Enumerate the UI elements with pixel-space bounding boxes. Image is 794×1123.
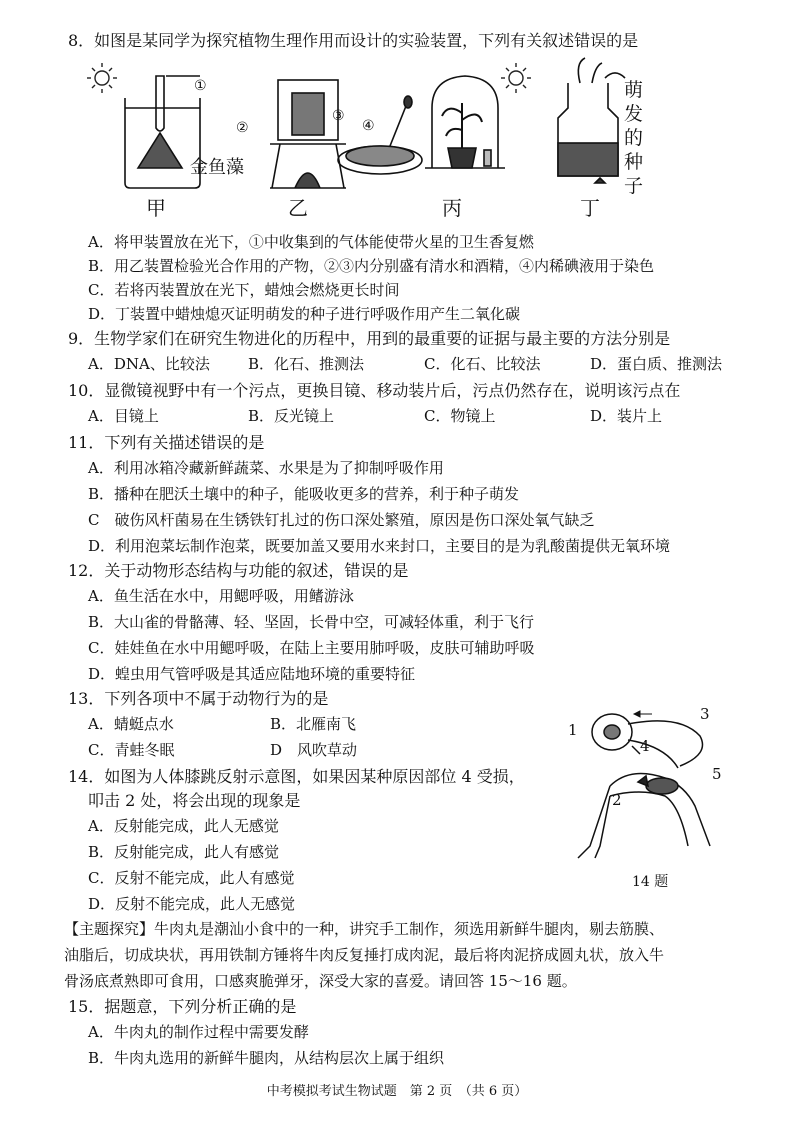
q14-figure-label-5: 5 <box>712 765 722 783</box>
q8-label-seeds <box>624 78 648 198</box>
q14-figure <box>570 706 730 866</box>
q10-option-c: C．物镜上 <box>424 407 496 425</box>
q11-option-a: A．利用冰箱冷藏新鲜蔬菜、水果是为了抑制呼吸作用 <box>88 459 444 477</box>
q13-stem: 13．下列各项中不属于动物行为的是 <box>68 689 329 708</box>
q8-label-jia: 甲 <box>146 196 166 220</box>
q14-figure-label-2: 2 <box>612 791 622 809</box>
q8-stem: 8．如图是某同学为探究植物生理作用而设计的实验装置，下列有关叙述错误的是 <box>68 31 639 50</box>
apparatus-ding <box>558 58 625 183</box>
q15-option-b: B．牛肉丸选用的新鲜牛腿肉，从结构层次上属于组织 <box>88 1049 445 1067</box>
q12-option-b: B．大山雀的骨骼薄、轻、坚固，长骨中空，可减轻体重，利于飞行 <box>88 613 535 631</box>
q8-label-3: ③ <box>332 108 345 124</box>
q10-option-a: A．目镜上 <box>88 407 159 425</box>
theme-line1: 【主题探究】牛肉丸是潮汕小食中的一种，讲究手工制作，须选用新鲜牛腿肉，剔去筋膜、 <box>64 920 665 938</box>
q14-figure-caption: 14 题 <box>632 874 669 890</box>
q8-label-goldfish-weed: 金鱼藻 <box>190 157 244 178</box>
q9-option-b: B．化石、推测法 <box>248 355 365 373</box>
page-footer: 中考模拟考试生物试题 第 2 页 （共 6 页） <box>266 1084 528 1099</box>
q14-option-c: C．反射不能完成，此人有感觉 <box>88 869 295 887</box>
seeds-char: 发 <box>624 103 644 125</box>
q8-label-2: ② <box>236 120 249 136</box>
apparatus-yi <box>270 80 346 188</box>
q8-option-a: A．将甲装置放在光下，①中收集到的气体能使带火星的卫生香复燃 <box>88 233 534 251</box>
q14-figure-label-1: 1 <box>568 721 578 739</box>
q12-option-d: D．蝗虫用气管呼吸是其适应陆地环境的重要特征 <box>88 665 416 683</box>
q12-option-c: C．娃娃鱼在水中用鳃呼吸，在陆上主要用肺呼吸，皮肤可辅助呼吸 <box>88 639 535 657</box>
q10-stem: 10．显微镜视野中有一个污点，更换目镜、移动装片后，污点仍然存在，说明该污点在 <box>68 381 681 400</box>
q9-option-c: C．化石、比较法 <box>424 355 541 373</box>
apparatus-bing-dish <box>338 96 422 174</box>
q8-label-4: ④ <box>362 118 375 134</box>
seeds-char: 的 <box>624 127 644 149</box>
q14-option-a: A．反射能完成，此人无感觉 <box>88 817 279 835</box>
q13-option-b: B．北雁南飞 <box>270 715 357 733</box>
q8-option-b: B．用乙装置检验光合作用的产物，②③内分别盛有清水和酒精，④内稀碘液用于染色 <box>88 257 655 275</box>
q14-stem-line1: 14．如图为人体膝跳反射示意图，如果因某种原因部位 4 受损， <box>68 767 525 786</box>
q11-stem: 11．下列有关描述错误的是 <box>68 433 265 452</box>
q15-option-a: A．牛肉丸的制作过程中需要发酵 <box>88 1023 309 1041</box>
apparatus-jia <box>125 76 200 188</box>
q9-option-d: D．蛋白质、推测法 <box>590 355 723 373</box>
q11-option-b: B．播种在肥沃土壤中的种子，能吸收更多的营养，利于种子萌发 <box>88 485 520 503</box>
q12-option-a: A．鱼生活在水中，用鳃呼吸，用鳍游泳 <box>88 587 354 605</box>
q11-option-c: C 破伤风杆菌易在生锈铁钉扎过的伤口深处繁殖，原因是伤口深处氧气缺乏 <box>88 511 595 529</box>
q9-option-a: A．DNA、比较法 <box>88 355 210 373</box>
seeds-char: 萌 <box>624 79 644 101</box>
q8-label-bing: 丙 <box>442 196 462 220</box>
q14-stem-line2: 叩击 2 处，将会出现的现象是 <box>88 791 301 810</box>
theme-line2: 油脂后，切成块状，再用铁制方锤将牛肉反复捶打成肉泥，最后将肉泥挤成圆丸状，放入牛 <box>64 946 665 964</box>
q9-stem: 9．生物学家们在研究生物进化的历程中，用到的最重要的证据与最主要的方法分别是 <box>68 329 671 348</box>
q8-figure <box>80 58 780 218</box>
q13-option-d: D 风吹草动 <box>270 741 358 759</box>
sun-icon-right <box>501 63 531 93</box>
theme-line3: 骨汤底煮熟即可食用，口感爽脆弹牙，深受大家的喜爱。请回答 15～16 题。 <box>64 972 577 990</box>
q8-label-yi: 乙 <box>288 196 308 220</box>
q14-figure-label-4: 4 <box>640 737 650 755</box>
q14-figure-label-3: 3 <box>700 705 710 723</box>
q14-option-b: B．反射能完成，此人有感觉 <box>88 843 280 861</box>
q8-label-ding: 丁 <box>580 196 600 220</box>
q8-option-d: D．丁装置中蜡烛熄灭证明萌发的种子进行呼吸作用产生二氧化碳 <box>88 305 521 323</box>
sun-icon-left <box>87 63 117 93</box>
q14-option-d: D．反射不能完成，此人无感觉 <box>88 895 296 913</box>
q10-option-d: D．装片上 <box>590 407 663 425</box>
q12-stem: 12．关于动物形态结构与功能的叙述，错误的是 <box>68 561 409 580</box>
q13-option-a: A．蜻蜓点水 <box>88 715 174 733</box>
apparatus-bing-jar <box>425 76 505 168</box>
q11-option-d: D．利用泡菜坛制作泡菜，既要加盖又要用水来封口，主要目的是为乳酸菌提供无氧环境 <box>88 537 671 555</box>
q8-option-c: C．若将丙装置放在光下，蜡烛会燃烧更长时间 <box>88 281 400 299</box>
seeds-char: 子 <box>624 175 644 197</box>
q13-option-c: C．青蛙冬眠 <box>88 741 175 759</box>
q15-stem: 15．据题意，下列分析正确的是 <box>68 997 297 1016</box>
q8-label-1: ① <box>194 78 207 94</box>
seeds-char: 种 <box>624 151 644 173</box>
q10-option-b: B．反光镜上 <box>248 407 335 425</box>
